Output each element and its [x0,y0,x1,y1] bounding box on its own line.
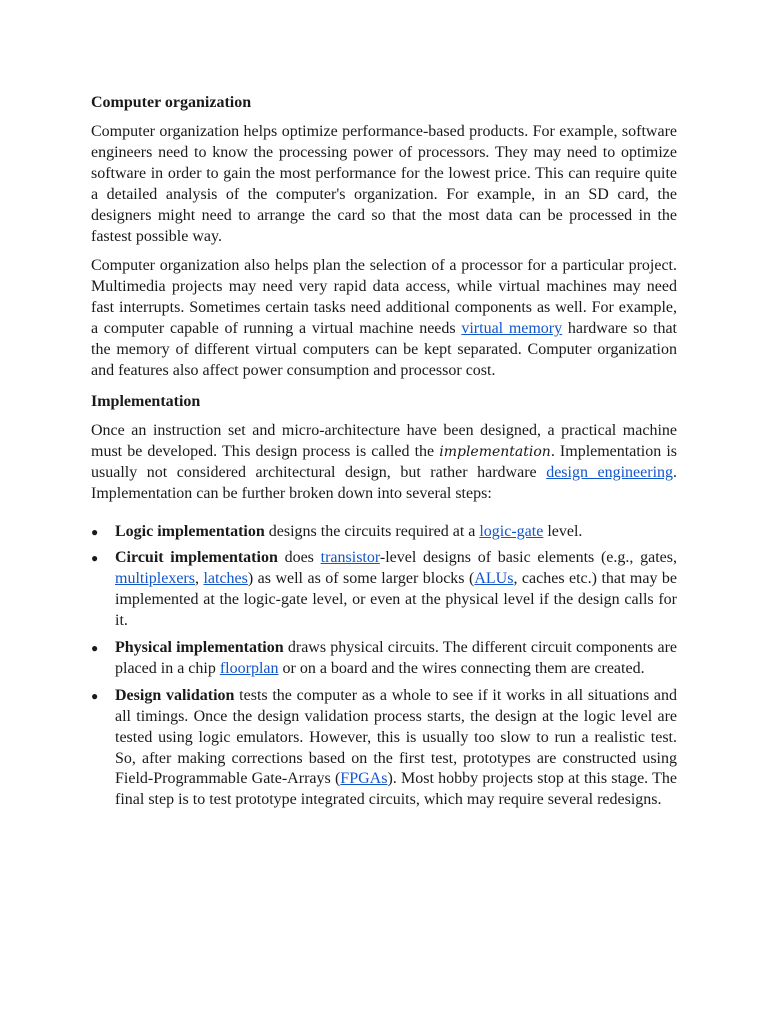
link-design-engineering[interactable]: design engineering [546,463,674,481]
link-virtual-memory[interactable]: virtual memory [461,320,563,338]
bullet-icon: ● [91,688,99,703]
list-item-physical-implementation: ● Physical implementation draws physical circuits. The different circuit components are placed in a chip floorplan or on a board and the wires connecting them are created. [91,639,678,677]
list-item-design-validation: ● Design validation tests the computer as a whole to see if it works in all situations and all timings. Once the design validation process starts, the design at the logic level are tested using logic emulators. However, this is usually too slow to run a realistic test. So, after making corrections based on the first test, prototypes are constructed using Field-Programmable Gate-Arrays (FPGAs). Most hobby projects stop at this stage. The final step is to test prototype integrated circuits, which may require several redesigns. [91,686,678,809]
link-transistor[interactable]: transistor [320,549,380,567]
list-item-logic-implementation: ● Logic implementation designs the circuits required at a logic-gate level. [91,522,677,543]
link-fpgas[interactable]: FPGAs [340,770,388,788]
paragraph-implementation: Once an instruction set and micro-architecture have been designed, a practical machine must be developed. This design process is called the implementation. Implementation is usually not considered architectural design, but rather hardware design engineering. Implementation can be further broken down into several steps: [91,421,678,502]
section-heading-computer-organization: Computer organization [91,94,252,111]
paragraph-organization-2: Computer organization also helps plan the selection of a processor for a particular project. Multimedia projects may need very rapid data access, while virtual machines may need fast interrupts. Sometimes certain tasks need additional components as well. For example, a computer capable of running a virtual machine needs virtual memory hardware so that the memory of different virtual computers can be kept separated. Computer organization and features also affect power consumption and processor cost. [91,257,677,379]
paragraph-organization-1: Computer organization helps optimize performance-based products. For example, software engineers need to know the processing power of processors. They may need to optimize software in order to gain the most performance for the lowest price. This can require quite a detailed analysis of the computer's organization. For example, in an SD card, the designers might need to arrange the card so that the most data can be processed in the fastest possible way. [91,123,677,245]
bullet-icon: ● [91,551,99,566]
document-page [91,92,677,817]
link-floorplan[interactable]: floorplan [219,659,279,677]
link-logic-gate[interactable]: logic-gate [479,522,544,540]
link-alus[interactable]: ALUs [474,570,514,588]
bullet-icon: ● [91,524,99,539]
implementation-steps-list [91,522,677,812]
list-item-circuit-implementation: ● Circuit implementation does transistor-level designs of basic elements (e.g., gates, multiplexers, latches) as well as of some larger blocks (ALUs, caches etc.) that may be implemented at the logic-gate level, or even at the physical level if the design calls for it. [91,549,678,630]
link-latches[interactable]: latches [203,570,248,588]
bullet-icon: ● [91,641,99,656]
section-heading-implementation: Implementation [91,392,201,410]
link-multiplexers[interactable]: multiplexers [115,570,195,588]
